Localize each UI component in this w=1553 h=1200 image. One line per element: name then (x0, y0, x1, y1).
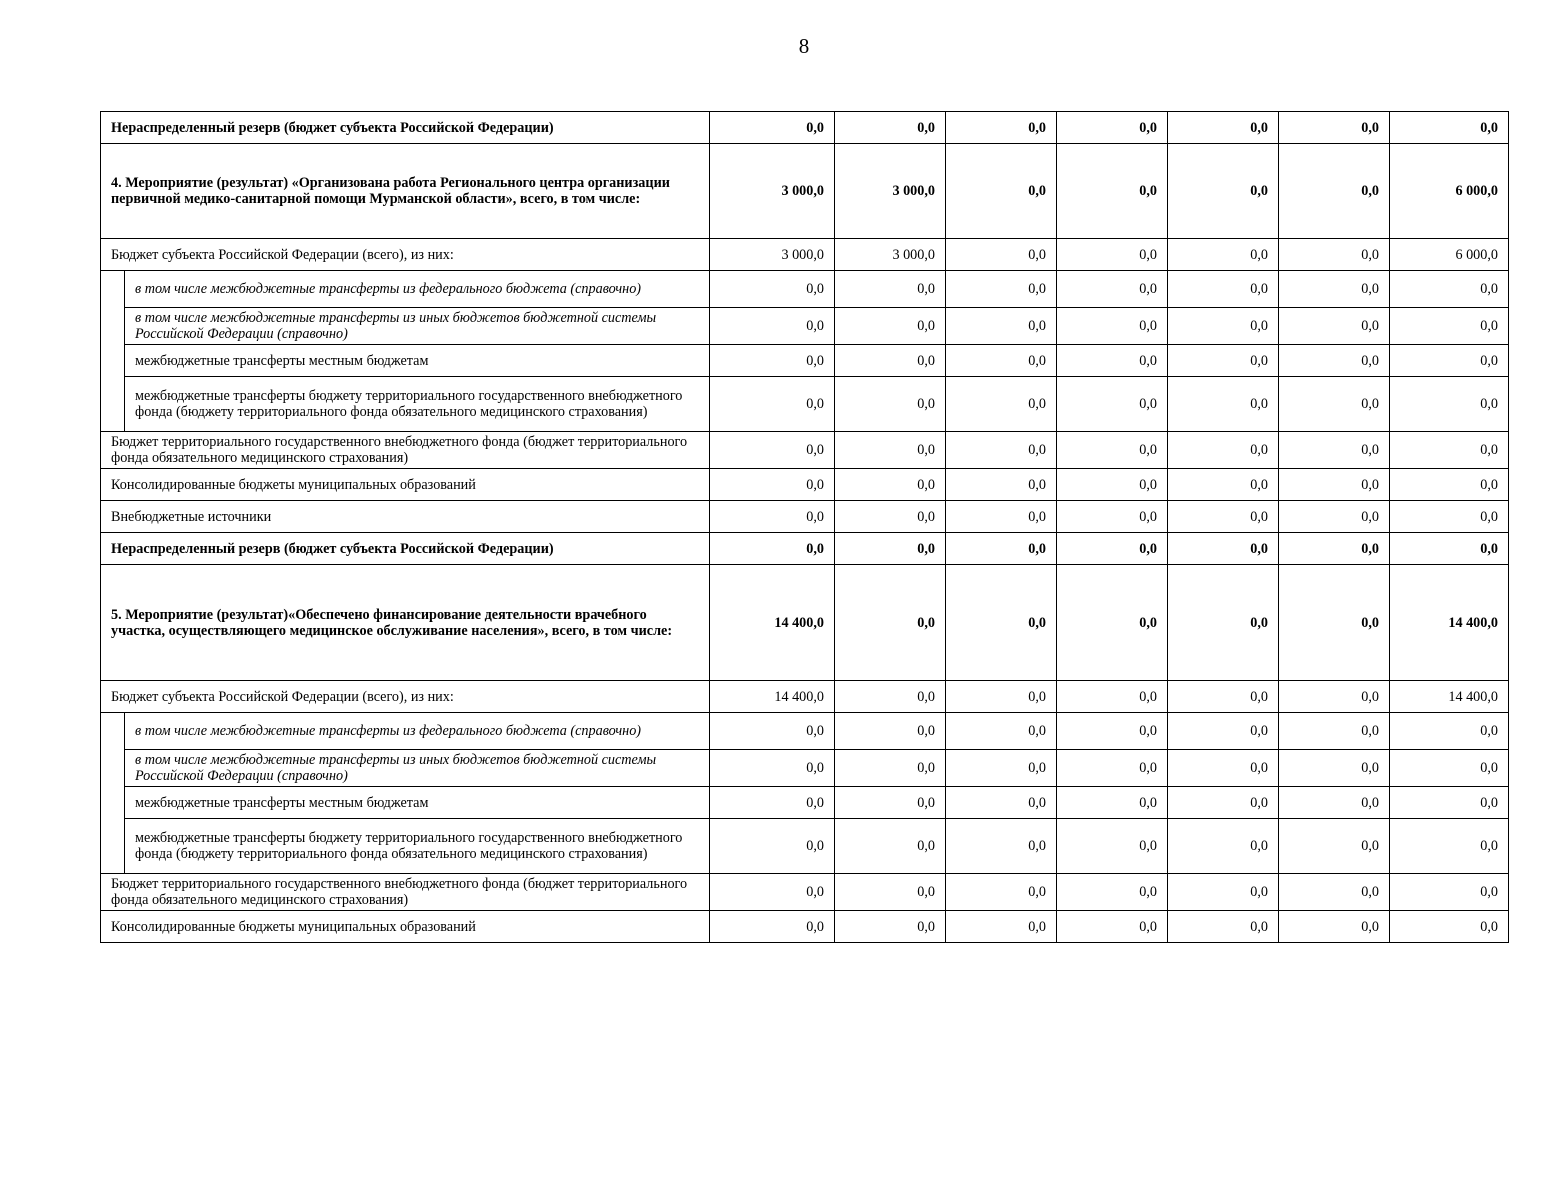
value-cell: 0,0 (835, 469, 946, 501)
value-cell: 0,0 (946, 432, 1057, 469)
value-cell: 0,0 (1279, 750, 1390, 787)
value-cell: 0,0 (1279, 345, 1390, 377)
value-cell: 3 000,0 (710, 239, 835, 271)
value-cell: 0,0 (1279, 308, 1390, 345)
value-cell: 0,0 (1057, 533, 1168, 565)
value-cell: 0,0 (946, 533, 1057, 565)
value-cell: 0,0 (1168, 345, 1279, 377)
row-label: межбюджетные трансферты местным бюджетам (125, 345, 710, 377)
value-cell: 0,0 (946, 112, 1057, 144)
value-cell: 0,0 (1279, 377, 1390, 432)
value-cell: 0,0 (1390, 713, 1509, 750)
value-cell: 6 000,0 (1390, 239, 1509, 271)
row-label: в том числе межбюджетные трансферты из федерального бюджета (справочно) (125, 271, 710, 308)
value-cell: 0,0 (1279, 112, 1390, 144)
value-cell: 0,0 (1279, 713, 1390, 750)
table-row (101, 377, 1509, 432)
value-cell: 0,0 (1390, 501, 1509, 533)
value-cell: 0,0 (1168, 239, 1279, 271)
row-label: 5. Мероприятие (результат)«Обеспечено финансирование деятельности врачебного участка, осуществляющего медицинское обслуживание населения», всего, в том числе: (101, 565, 710, 681)
row-label: Консолидированные бюджеты муниципальных образований (101, 911, 710, 943)
table-row (101, 112, 1509, 144)
value-cell: 14 400,0 (710, 681, 835, 713)
value-cell: 0,0 (1279, 271, 1390, 308)
value-cell: 0,0 (1279, 469, 1390, 501)
row-label: межбюджетные трансферты местным бюджетам (125, 787, 710, 819)
row-label: Бюджет территориального государственного внебюджетного фонда (бюджет территориального фонда обязательного медицинского страхования) (101, 874, 710, 911)
value-cell: 0,0 (1279, 239, 1390, 271)
value-cell: 0,0 (946, 469, 1057, 501)
value-cell: 3 000,0 (835, 144, 946, 239)
value-cell: 0,0 (1168, 750, 1279, 787)
value-cell: 0,0 (710, 271, 835, 308)
value-cell: 0,0 (710, 432, 835, 469)
table-row (101, 533, 1509, 565)
indent-cell (101, 271, 125, 432)
table-row (101, 787, 1509, 819)
value-cell: 0,0 (1390, 750, 1509, 787)
value-cell: 0,0 (1390, 911, 1509, 943)
value-cell: 0,0 (946, 501, 1057, 533)
value-cell: 0,0 (1279, 874, 1390, 911)
table-row (101, 681, 1509, 713)
value-cell: 0,0 (835, 112, 946, 144)
value-cell: 0,0 (1057, 377, 1168, 432)
value-cell: 0,0 (835, 713, 946, 750)
table-row (101, 308, 1509, 345)
table-row (101, 239, 1509, 271)
table-row (101, 713, 1509, 750)
row-label: Нераспределенный резерв (бюджет субъекта Российской Федерации) (101, 533, 710, 565)
value-cell: 0,0 (1168, 271, 1279, 308)
value-cell: 6 000,0 (1390, 144, 1509, 239)
value-cell: 0,0 (1279, 533, 1390, 565)
value-cell: 0,0 (1168, 681, 1279, 713)
value-cell: 0,0 (1390, 308, 1509, 345)
value-cell: 0,0 (1279, 432, 1390, 469)
value-cell: 0,0 (946, 345, 1057, 377)
value-cell: 0,0 (1390, 432, 1509, 469)
row-label: Бюджет территориального государственного внебюджетного фонда (бюджет территориального фонда обязательного медицинского страхования) (101, 432, 710, 469)
indent-cell (101, 713, 125, 874)
value-cell: 0,0 (835, 501, 946, 533)
value-cell: 0,0 (1168, 911, 1279, 943)
value-cell: 0,0 (1168, 112, 1279, 144)
value-cell: 0,0 (710, 533, 835, 565)
value-cell: 0,0 (1390, 271, 1509, 308)
value-cell: 0,0 (946, 565, 1057, 681)
value-cell: 0,0 (835, 345, 946, 377)
row-label: Консолидированные бюджеты муниципальных образований (101, 469, 710, 501)
value-cell: 0,0 (1057, 681, 1168, 713)
row-label: межбюджетные трансферты бюджету территориального государственного внебюджетного фонда (бюджету территориального фонда обязательного медицинского страхования) (125, 819, 710, 874)
value-cell: 0,0 (1390, 112, 1509, 144)
value-cell: 0,0 (1168, 713, 1279, 750)
value-cell: 0,0 (1057, 713, 1168, 750)
value-cell: 0,0 (1057, 112, 1168, 144)
value-cell: 0,0 (835, 874, 946, 911)
value-cell: 0,0 (1057, 501, 1168, 533)
page-number: 8 (798, 34, 810, 58)
table-row (101, 819, 1509, 874)
value-cell: 0,0 (710, 501, 835, 533)
table-row (101, 469, 1509, 501)
value-cell: 0,0 (1168, 432, 1279, 469)
value-cell: 0,0 (1057, 345, 1168, 377)
row-label: Бюджет субъекта Российской Федерации (всего), из них: (101, 239, 710, 271)
table-row (101, 501, 1509, 533)
value-cell: 0,0 (710, 112, 835, 144)
value-cell: 14 400,0 (1390, 681, 1509, 713)
value-cell: 0,0 (710, 377, 835, 432)
value-cell: 0,0 (946, 819, 1057, 874)
value-cell: 0,0 (1057, 239, 1168, 271)
value-cell: 0,0 (946, 713, 1057, 750)
value-cell: 0,0 (946, 377, 1057, 432)
value-cell: 0,0 (1057, 469, 1168, 501)
value-cell: 0,0 (835, 565, 946, 681)
value-cell: 0,0 (1168, 819, 1279, 874)
value-cell: 0,0 (946, 271, 1057, 308)
row-label: в том числе межбюджетные трансферты из федерального бюджета (справочно) (125, 713, 710, 750)
value-cell: 0,0 (835, 787, 946, 819)
value-cell: 0,0 (1168, 377, 1279, 432)
value-cell: 0,0 (835, 533, 946, 565)
row-label: межбюджетные трансферты бюджету территориального государственного внебюджетного фонда (бюджету территориального фонда обязательного медицинского страхования) (125, 377, 710, 432)
value-cell: 0,0 (835, 432, 946, 469)
budget-table (100, 111, 1509, 943)
value-cell: 0,0 (710, 819, 835, 874)
value-cell: 3 000,0 (710, 144, 835, 239)
value-cell: 0,0 (710, 750, 835, 787)
value-cell: 0,0 (946, 308, 1057, 345)
table-row (101, 271, 1509, 308)
value-cell: 0,0 (1057, 271, 1168, 308)
value-cell: 0,0 (1057, 787, 1168, 819)
value-cell: 0,0 (710, 713, 835, 750)
row-label: Внебюджетные источники (101, 501, 710, 533)
value-cell: 0,0 (946, 787, 1057, 819)
value-cell: 0,0 (710, 787, 835, 819)
value-cell: 0,0 (1390, 377, 1509, 432)
table-row (101, 144, 1509, 239)
value-cell: 0,0 (1390, 469, 1509, 501)
value-cell: 0,0 (1168, 501, 1279, 533)
value-cell: 0,0 (835, 271, 946, 308)
value-cell: 0,0 (1168, 144, 1279, 239)
value-cell: 0,0 (835, 308, 946, 345)
table-row (101, 345, 1509, 377)
row-label: 4. Мероприятие (результат) «Организована работа Регионального центра организации первичной медико-санитарной помощи Мурманской области», всего, в том числе: (101, 144, 710, 239)
table-row (101, 750, 1509, 787)
value-cell: 0,0 (835, 750, 946, 787)
table-body (101, 112, 1509, 943)
value-cell: 0,0 (946, 681, 1057, 713)
value-cell: 0,0 (1390, 874, 1509, 911)
table-row (101, 911, 1509, 943)
value-cell: 0,0 (1168, 874, 1279, 911)
value-cell: 0,0 (946, 750, 1057, 787)
value-cell: 0,0 (710, 469, 835, 501)
row-label: в том числе межбюджетные трансферты из иных бюджетов бюджетной системы Российской Федерации (справочно) (125, 308, 710, 345)
value-cell: 0,0 (835, 911, 946, 943)
value-cell: 0,0 (1279, 911, 1390, 943)
value-cell: 0,0 (710, 308, 835, 345)
value-cell: 0,0 (1168, 533, 1279, 565)
value-cell: 0,0 (1057, 432, 1168, 469)
value-cell: 0,0 (835, 681, 946, 713)
row-label: Нераспределенный резерв (бюджет субъекта Российской Федерации) (101, 112, 710, 144)
value-cell: 0,0 (835, 377, 946, 432)
value-cell: 0,0 (1057, 308, 1168, 345)
value-cell: 0,0 (1057, 911, 1168, 943)
value-cell: 0,0 (1168, 787, 1279, 819)
value-cell: 0,0 (1390, 787, 1509, 819)
value-cell: 0,0 (946, 874, 1057, 911)
value-cell: 0,0 (1279, 681, 1390, 713)
value-cell: 0,0 (1390, 533, 1509, 565)
value-cell: 14 400,0 (1390, 565, 1509, 681)
value-cell: 0,0 (710, 874, 835, 911)
value-cell: 0,0 (946, 239, 1057, 271)
table-row (101, 874, 1509, 911)
value-cell: 3 000,0 (835, 239, 946, 271)
value-cell: 0,0 (1279, 144, 1390, 239)
value-cell: 0,0 (1390, 345, 1509, 377)
value-cell: 0,0 (1279, 819, 1390, 874)
value-cell: 0,0 (1279, 787, 1390, 819)
row-label: Бюджет субъекта Российской Федерации (всего), из них: (101, 681, 710, 713)
value-cell: 0,0 (710, 911, 835, 943)
value-cell: 0,0 (946, 144, 1057, 239)
value-cell: 0,0 (1057, 874, 1168, 911)
value-cell: 0,0 (946, 911, 1057, 943)
value-cell: 0,0 (1057, 144, 1168, 239)
table-row (101, 565, 1509, 681)
value-cell: 0,0 (1279, 501, 1390, 533)
value-cell: 0,0 (710, 345, 835, 377)
value-cell: 0,0 (1057, 565, 1168, 681)
row-label: в том числе межбюджетные трансферты из иных бюджетов бюджетной системы Российской Федерации (справочно) (125, 750, 710, 787)
value-cell: 0,0 (1279, 565, 1390, 681)
value-cell: 0,0 (1057, 750, 1168, 787)
value-cell: 14 400,0 (710, 565, 835, 681)
value-cell: 0,0 (1390, 819, 1509, 874)
table-row (101, 432, 1509, 469)
value-cell: 0,0 (1168, 565, 1279, 681)
value-cell: 0,0 (835, 819, 946, 874)
value-cell: 0,0 (1168, 308, 1279, 345)
value-cell: 0,0 (1057, 819, 1168, 874)
value-cell: 0,0 (1168, 469, 1279, 501)
